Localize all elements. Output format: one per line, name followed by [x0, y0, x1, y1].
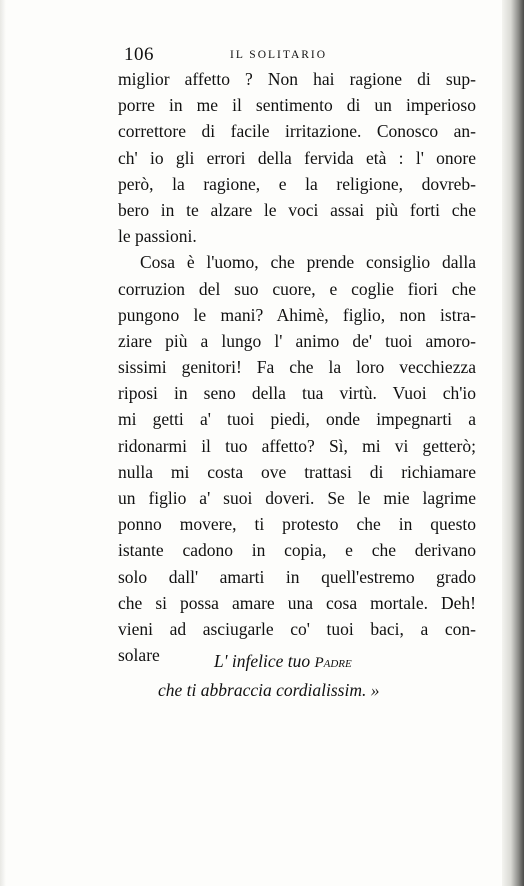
- text-line: che si possa amare una cosa mortale. Deh!: [118, 592, 476, 613]
- text-line: sissimi genitori! Fa che la loro vecchiezza: [118, 357, 476, 378]
- text-line: nulla mi costa ove trattasi di richiamare: [118, 461, 476, 482]
- running-title: IL SOLITARIO: [230, 49, 328, 61]
- page-right-edge-shadow: [502, 0, 524, 886]
- text-line: vieni ad asciugarle co' tuoi baci, a con-: [118, 618, 476, 639]
- text-line: pungono le mani? Ahimè, figlio, non istra-: [118, 304, 476, 325]
- signature-prefix: L' infelice tuo: [214, 651, 315, 671]
- page-number: 106: [124, 44, 154, 65]
- signature-smallcaps: Padre: [314, 655, 352, 671]
- text-line: correttore di facile irritazione. Conosco an-: [118, 121, 476, 142]
- page-left-edge: [0, 0, 6, 886]
- text-line: solare: [118, 645, 160, 666]
- text-line: Cosa è l'uomo, che prende consiglio dalla: [140, 252, 476, 273]
- signature-line-1: [118, 648, 476, 677]
- text-line: bero in te alzare le voci assai più forti che: [118, 199, 476, 220]
- body-text: [118, 66, 476, 668]
- text-line: un figlio a' suoi doveri. Se le mie lagrime: [118, 488, 476, 508]
- text-line: però, la ragione, e la religione, dovreb-: [118, 173, 476, 194]
- text-line: mi getti a' tuoi piedi, onde impegnarti a: [118, 409, 476, 430]
- letter-signature: [118, 648, 476, 704]
- text-line: istante cadono in copia, e che derivano: [118, 540, 476, 561]
- text-line: ridonarmi il tuo affetto? Sì, mi vi getterò;: [118, 435, 476, 456]
- text-line: le passioni.: [118, 226, 197, 247]
- text-line: ch' io gli errori della fervida età : l' onore: [118, 147, 476, 168]
- signature-line-2: che ti abbraccia cordialissim. »: [158, 680, 380, 700]
- text-line: ponno movere, ti protesto che in questo: [118, 514, 476, 535]
- text-line: corruzion del suo cuore, e coglie fiori che: [118, 278, 476, 299]
- text-line: riposi in seno della tua virtù. Vuoi ch'io: [118, 383, 476, 404]
- text-line: solo dall' amarti in quell'estremo grado: [118, 566, 476, 587]
- text-line: porre in me il sentimento di un imperioso: [118, 95, 476, 116]
- page-header: [124, 44, 394, 68]
- text-line: ziare più a lungo l' animo de' tuoi amoro-: [118, 330, 476, 351]
- text-line: miglior affetto ? Non hai ragione di sup-: [118, 69, 476, 89]
